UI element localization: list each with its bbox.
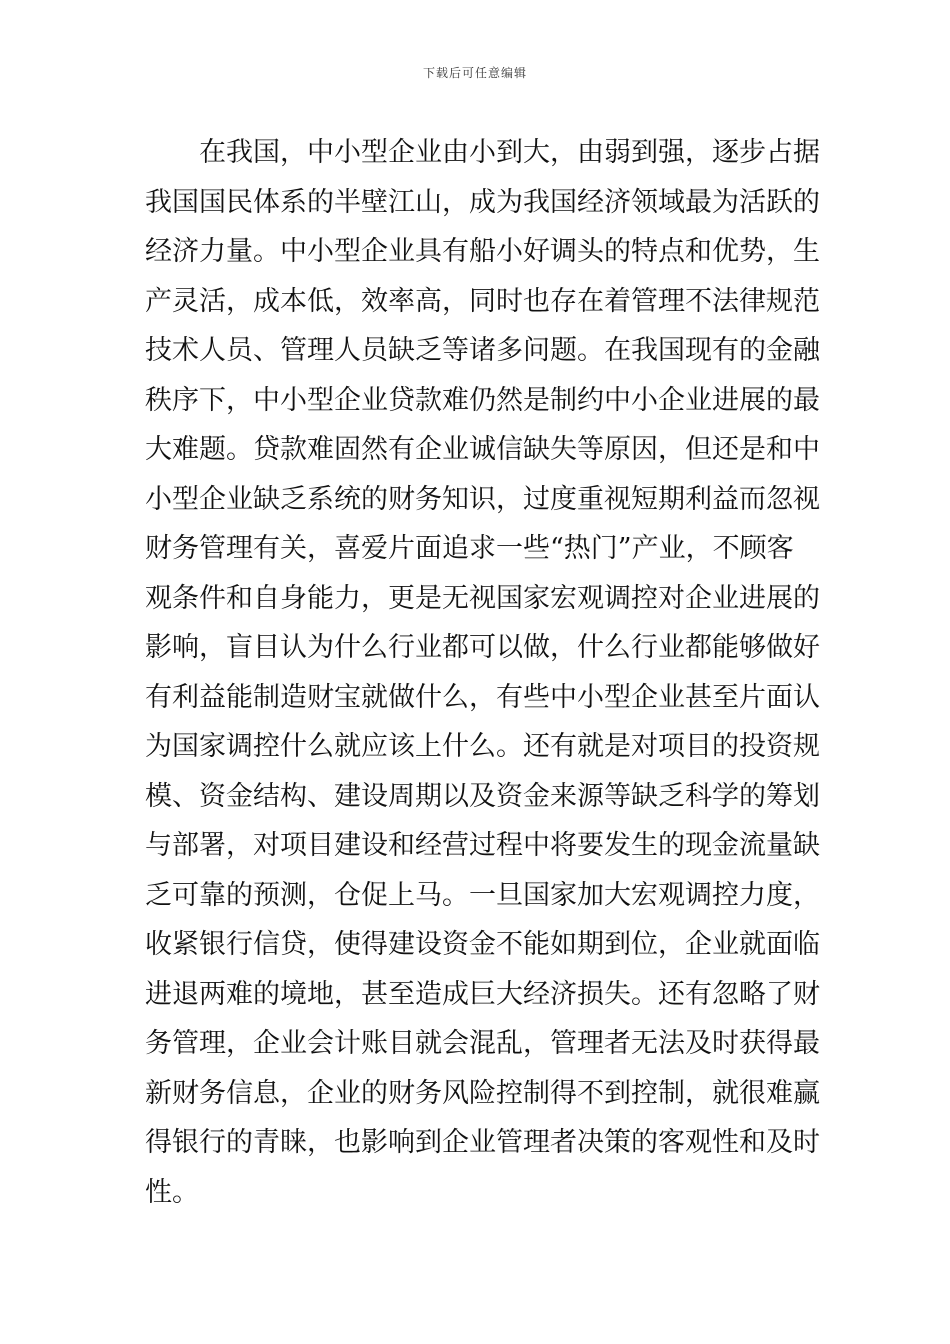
paragraph-line: 收紧银行信贷，使得建设资金不能如期到位，企业就面临	[145, 929, 820, 960]
paragraph-line: 模、资金结构、建设周期以及资金来源等缺乏科学的筹划	[145, 780, 820, 812]
paragraph-line: 影响，盲目认为什么行业都可以做，什么行业都能够做好	[145, 632, 820, 663]
paragraph-line: 观条件和自身能力，更是无视国家宏观调控对企业进展的	[145, 582, 820, 614]
paragraph-line: 得银行的青睐，也影响到企业管理者决策的客观性和及时	[145, 1127, 820, 1158]
paragraph-line: 在我国，中小型企业由小到大，由弱到强，逐步占据	[199, 137, 820, 168]
paragraph-line: 我国国民体系的半壁江山，成为我国经济领域最为活跃的	[145, 186, 820, 218]
paragraph-line: 财务管理有关，喜爱片面追求一些“热门”产业，不顾客	[145, 533, 794, 564]
paragraph-line: 小型企业缺乏系统的财务知识，过度重视短期利益而忽视	[145, 483, 820, 515]
paragraph-line: 经济力量。中小型企业具有船小好调头的特点和优势，生	[145, 236, 820, 267]
paragraph-line: 大难题。贷款难固然有企业诚信缺失等原因，但还是和中	[145, 434, 820, 465]
paragraph-line: 新财务信息，企业的财务风险控制得不到控制，就很难赢	[145, 1077, 820, 1109]
paragraph-line: 有利益能制造财宝就做什么，有些中小型企业甚至片面认	[145, 681, 820, 713]
body-paragraph	[145, 128, 820, 1217]
paragraph-line: 乏可靠的预测，仓促上马。一旦国家加大宏观调控力度，	[145, 879, 820, 911]
paragraph-line: 与部署，对项目建设和经营过程中将要发生的现金流量缺	[145, 830, 820, 861]
paragraph-line: 秩序下，中小型企业贷款难仍然是制约中小企业进展的最	[145, 384, 820, 416]
paragraph-line: 为国家调控什么就应该上什么。还有就是对项目的投资规	[145, 731, 820, 762]
paragraph-line: 务管理，企业会计账目就会混乱，管理者无法及时获得最	[145, 1028, 820, 1059]
page-header: 下载后可任意编辑	[422, 66, 527, 80]
paragraph-line: 性。	[145, 1176, 199, 1208]
paragraph-line: 进退两难的境地，甚至造成巨大经济损失。还有忽略了财	[145, 978, 820, 1010]
paragraph-line: 产灵活，成本低，效率高，同时也存在着管理不法律规范	[145, 285, 820, 317]
paragraph-line: 技术人员、管理人员缺乏等诸多问题。在我国现有的金融	[145, 335, 820, 366]
